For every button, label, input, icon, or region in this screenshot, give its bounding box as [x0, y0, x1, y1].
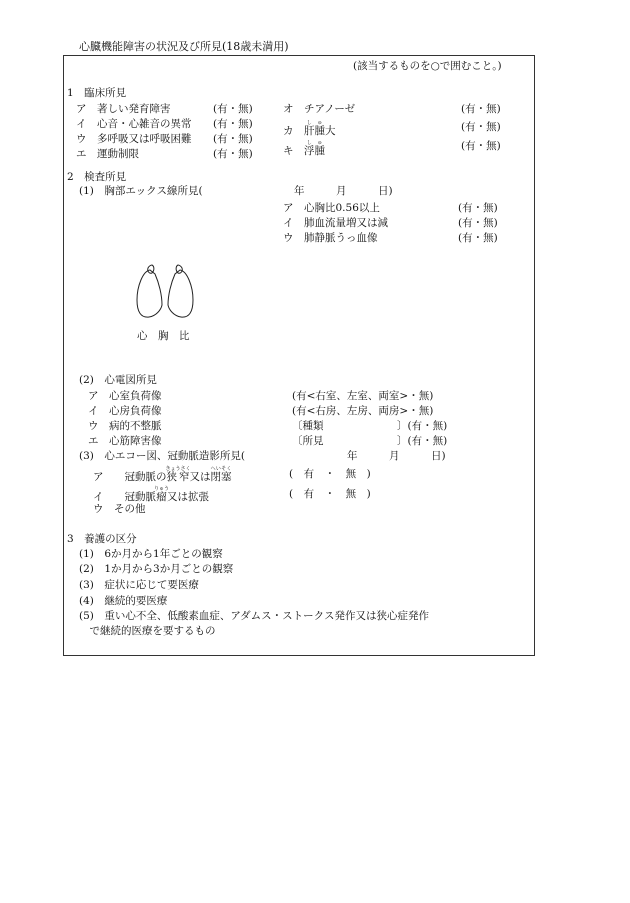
clinical-item-c-value[interactable]: (有・無)	[213, 133, 253, 145]
care-option-1[interactable]: (1) 6か月から1年ごとの観察	[79, 548, 223, 560]
xray-item-c-value[interactable]: (有・無)	[458, 232, 498, 244]
clinical-item-d-value[interactable]: (有・無)	[213, 148, 253, 160]
care-option-2[interactable]: (2) 1か月から3か月ごとの観察	[79, 563, 234, 575]
ecg-item-d: エ 心筋障害像	[88, 435, 162, 447]
clinical-item-e-value[interactable]: (有・無)	[461, 103, 501, 115]
clinical-item-d: エ 運動制限	[76, 148, 139, 160]
clinical-item-e: オ チアノーゼ	[283, 103, 356, 115]
clinical-item-g-value[interactable]: (有・無)	[461, 140, 501, 152]
echo-date[interactable]: 年 月 日)	[347, 450, 446, 462]
ecg-item-b-value[interactable]: (有<右房、左房、両房>・無)	[292, 405, 434, 417]
clinical-item-f: カ 肝腫しゅ大	[283, 120, 336, 137]
xray-item-b-value[interactable]: (有・無)	[458, 217, 498, 229]
chest-outline-diagram	[128, 260, 208, 322]
echo-item-a: ア 冠動脈の狭窄きょうさく又は閉塞へいそく	[93, 466, 232, 483]
section-3-heading: 3 養護の区分	[67, 533, 137, 545]
echo-item-a-value[interactable]: ( 有 ・ 無 )	[289, 468, 371, 480]
care-option-5[interactable]: (5) 重い心不全、低酸素血症、アダムス・ストークス発作又は狭心症発作	[79, 610, 430, 622]
ecg-label: (2) 心電図所見	[79, 374, 157, 386]
clinical-item-b: イ 心音・心雑音の異常	[76, 118, 192, 130]
xray-item-a: ア 心胸比0.56以上	[283, 202, 380, 214]
echo-label: (3) 心エコー図、冠動脈造影所見(	[79, 450, 245, 462]
xray-label: (1) 胸部エックス線所見(	[79, 185, 203, 197]
echo-item-b: イ 冠動脈瘤りゅう又は拡張	[93, 486, 209, 503]
cardiothoracic-ratio-caption: 心 胸 比	[137, 330, 190, 342]
care-option-4[interactable]: (4) 継続的要医療	[79, 595, 168, 607]
xray-item-b: イ 肺血流量増又は減	[283, 217, 388, 229]
ecg-item-c: ウ 病的不整脈	[88, 420, 162, 432]
clinical-item-c: ウ 多呼吸又は呼吸困難	[76, 133, 192, 145]
ecg-item-a: ア 心室負荷像	[88, 390, 162, 402]
clinical-item-f-value[interactable]: (有・無)	[461, 121, 501, 133]
page-title: 心臓機能障害の状況及び所見(18歳未満用)	[79, 40, 289, 53]
ecg-item-d-value[interactable]: 〔所見 〕(有・無)	[292, 435, 448, 447]
xray-item-c: ウ 肺静脈うっ血像	[283, 232, 378, 244]
clinical-item-a: ア 著しい発育障害	[76, 103, 171, 115]
clinical-item-a-value[interactable]: (有・無)	[213, 103, 253, 115]
xray-item-a-value[interactable]: (有・無)	[458, 202, 498, 214]
care-option-5-cont: で継続的医療を要するもの	[79, 625, 216, 637]
echo-item-b-value[interactable]: ( 有 ・ 無 )	[289, 488, 371, 500]
ecg-item-c-value[interactable]: 〔種類 〕(有・無)	[292, 420, 448, 432]
echo-item-c: ウ その他	[93, 503, 146, 515]
ecg-item-a-value[interactable]: (有<右室、左室、両室>・無)	[292, 390, 434, 402]
care-option-3[interactable]: (3) 症状に応じて要医療	[79, 579, 199, 591]
section-2-heading: 2 検査所見	[67, 171, 127, 183]
xray-date[interactable]: 年 月 日)	[294, 185, 393, 197]
instruction-note: (該当するものを○で囲むこと。)	[353, 60, 502, 72]
ecg-item-b: イ 心房負荷像	[88, 405, 162, 417]
clinical-item-g: キ 浮腫しゅ	[283, 140, 325, 157]
clinical-item-b-value[interactable]: (有・無)	[213, 118, 253, 130]
section-1-heading: 1 臨床所見	[67, 87, 127, 99]
